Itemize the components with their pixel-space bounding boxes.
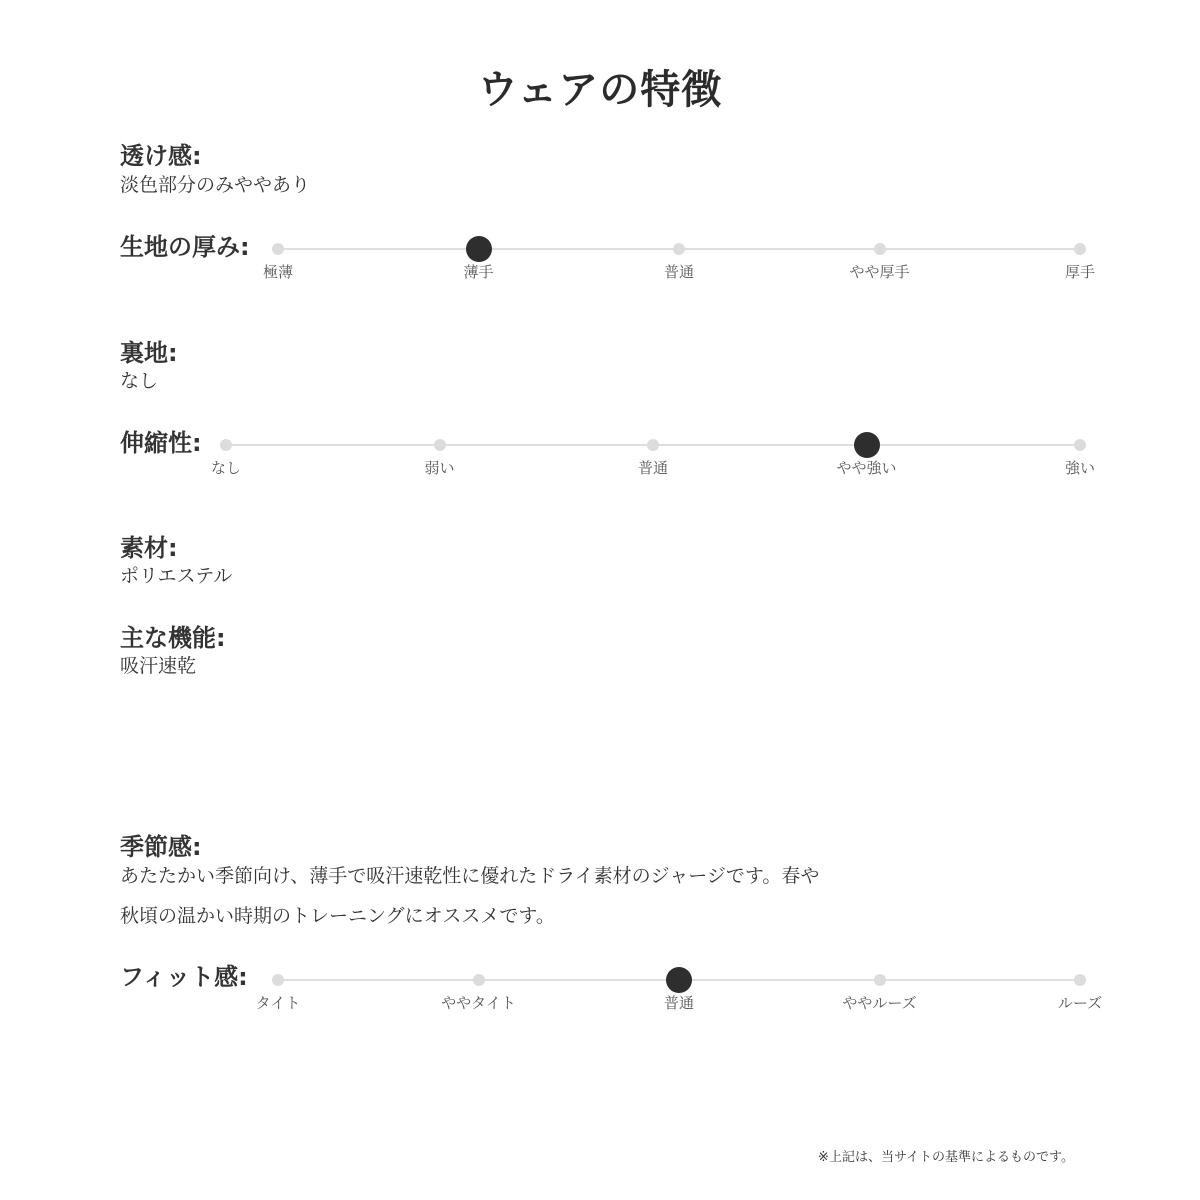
thickness-tick-label: 普通 xyxy=(663,263,695,281)
fit-selected-dot xyxy=(666,967,692,993)
lining-label: 裏地: xyxy=(120,339,178,367)
stretch-dot xyxy=(647,439,659,451)
thickness-label: 生地の厚み: xyxy=(120,233,250,261)
thickness-dot xyxy=(1074,243,1086,255)
thickness-dot xyxy=(673,243,685,255)
stretch-label: 伸縮性: xyxy=(120,429,202,457)
fit-tick-label: ややタイト xyxy=(441,994,516,1012)
fit-dot xyxy=(272,974,284,986)
material-label: 素材: xyxy=(120,534,178,562)
thickness-track xyxy=(278,248,1080,250)
season-description-line: 秋頃の温かい時期のトレーニングにオススメです。 xyxy=(120,905,555,927)
material-value: ポリエステル xyxy=(120,565,233,587)
fit-track xyxy=(278,979,1080,981)
stretch-tick-label: やや強い xyxy=(836,459,897,477)
thickness-dot xyxy=(874,243,886,255)
transparency-value: 淡色部分のみややあり xyxy=(120,174,311,196)
function-label: 主な機能: xyxy=(120,624,226,652)
fit-tick-label: 普通 xyxy=(663,994,695,1012)
thickness-selected-dot xyxy=(466,236,492,262)
season-label: 季節感: xyxy=(120,833,202,861)
transparency-label: 透け感: xyxy=(120,142,202,170)
stretch-tick-label: 強い xyxy=(1064,459,1096,477)
lining-value: なし xyxy=(120,370,159,392)
stretch-dot xyxy=(220,439,232,451)
fit-dot xyxy=(874,974,886,986)
fit-tick-label: ややルーズ xyxy=(842,994,917,1012)
stretch-tick-label: 弱い xyxy=(424,459,455,477)
thickness-tick-label: やや厚手 xyxy=(849,263,910,281)
stretch-dot xyxy=(434,439,446,451)
thickness-tick-label: 薄手 xyxy=(463,263,494,281)
page-title: ウェアの特徴 xyxy=(477,67,723,113)
fit-dot xyxy=(473,974,485,986)
stretch-tick-label: なし xyxy=(210,459,242,477)
fit-dot xyxy=(1074,974,1086,986)
thickness-dot xyxy=(272,243,284,255)
fit-tick-label: タイト xyxy=(255,994,301,1012)
thickness-tick-label: 厚手 xyxy=(1064,263,1096,281)
stretch-selected-dot xyxy=(854,432,880,458)
stretch-track xyxy=(226,444,1080,446)
stretch-dot xyxy=(1074,439,1086,451)
season-description-line: あたたかい季節向け、薄手で吸汗速乾性に優れたドライ素材のジャージです。春や xyxy=(120,865,820,887)
fit-tick-label: ルーズ xyxy=(1057,994,1103,1012)
thickness-tick-label: 極薄 xyxy=(262,263,294,281)
footnote: ※上記は、当サイトの基準によるものです。 xyxy=(818,1150,1074,1165)
function-value: 吸汗速乾 xyxy=(120,655,197,677)
stretch-tick-label: 普通 xyxy=(637,459,669,477)
fit-label: フィット感: xyxy=(120,963,248,991)
